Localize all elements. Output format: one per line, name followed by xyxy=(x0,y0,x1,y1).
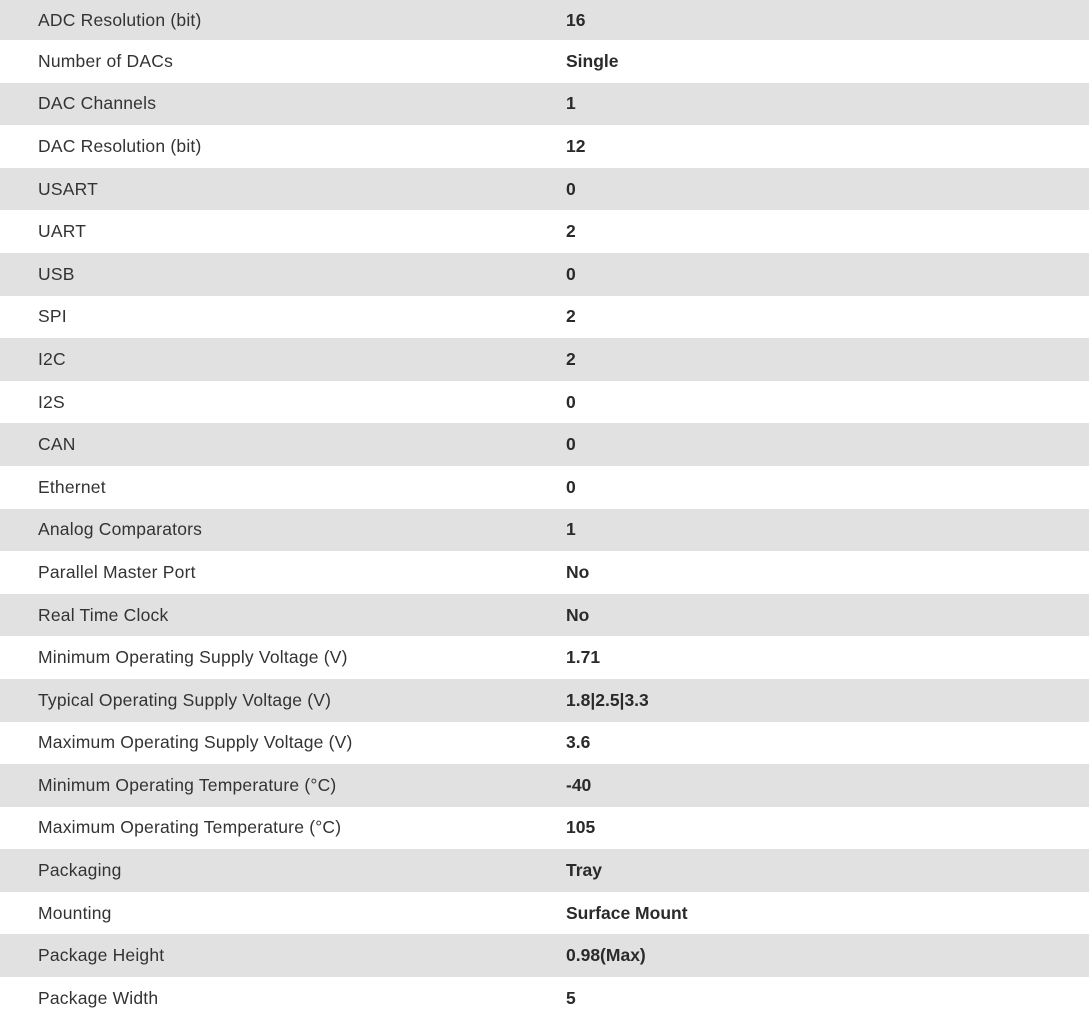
spec-label: Maximum Operating Supply Voltage (V) xyxy=(38,732,353,753)
spec-value: Single xyxy=(566,50,619,71)
spec-label: Real Time Clock xyxy=(38,604,169,625)
spec-label: Analog Comparators xyxy=(38,519,203,540)
spec-value: 105 xyxy=(566,817,596,838)
spec-row-uart xyxy=(0,210,1089,253)
spec-row-usart xyxy=(0,168,1089,211)
spec-value: 16 xyxy=(566,9,586,30)
spec-label: ADC Resolution (bit) xyxy=(38,9,202,30)
spec-row-usb xyxy=(0,253,1089,296)
spec-value: 0.98(Max) xyxy=(566,945,646,966)
spec-row-number-of-dacs xyxy=(0,40,1089,83)
spec-label: Package Width xyxy=(38,987,159,1008)
spec-label: USB xyxy=(38,263,75,284)
spec-value: No xyxy=(566,604,590,625)
spec-row-analog-comparators xyxy=(0,509,1089,552)
spec-row-real-time-clock xyxy=(0,594,1089,637)
spec-label: Parallel Master Port xyxy=(38,561,196,582)
spec-row-i2c xyxy=(0,338,1089,381)
spec-label: Maximum Operating Temperature (°C) xyxy=(38,817,342,838)
spec-value: 2 xyxy=(566,221,576,242)
spec-row-package-height xyxy=(0,934,1089,977)
spec-row-min-operating-temperature xyxy=(0,764,1089,807)
spec-value: 0 xyxy=(566,263,576,284)
spec-label: Minimum Operating Temperature (°C) xyxy=(38,774,337,795)
spec-value: 3.6 xyxy=(566,732,591,753)
spec-value: 1 xyxy=(566,93,576,114)
spec-row-typical-supply-voltage xyxy=(0,679,1089,722)
spec-row-spi xyxy=(0,296,1089,339)
spec-row-dac-resolution xyxy=(0,125,1089,168)
spec-label: Ethernet xyxy=(38,476,106,497)
spec-label: UART xyxy=(38,221,87,242)
spec-value: Tray xyxy=(566,860,602,881)
spec-label: Number of DACs xyxy=(38,50,174,71)
spec-row-can xyxy=(0,423,1089,466)
spec-row-i2s xyxy=(0,381,1089,424)
spec-row-dac-channels xyxy=(0,83,1089,126)
spec-row-ethernet xyxy=(0,466,1089,509)
spec-row-adc-resolution xyxy=(0,0,1089,40)
spec-value: 5 xyxy=(566,987,576,1008)
spec-value: 12 xyxy=(566,135,586,156)
spec-label: I2S xyxy=(38,391,65,412)
spec-value: 2 xyxy=(566,306,576,327)
spec-label: CAN xyxy=(38,434,76,455)
spec-row-max-supply-voltage xyxy=(0,722,1089,765)
spec-label: DAC Channels xyxy=(38,93,157,114)
spec-value: 0 xyxy=(566,434,576,455)
spec-row-packaging xyxy=(0,849,1089,892)
spec-label: USART xyxy=(38,178,98,199)
spec-label: Mounting xyxy=(38,902,112,923)
spec-value: 0 xyxy=(566,476,576,497)
spec-value: No xyxy=(566,561,590,582)
spec-value: 0 xyxy=(566,391,576,412)
spec-value: 1.71 xyxy=(566,647,601,668)
spec-label: DAC Resolution (bit) xyxy=(38,135,202,156)
spec-row-parallel-master-port xyxy=(0,551,1089,594)
spec-value: Surface Mount xyxy=(566,902,688,923)
spec-value: 1.8|2.5|3.3 xyxy=(566,689,649,710)
spec-label: Package Height xyxy=(38,945,165,966)
spec-label: SPI xyxy=(38,306,67,327)
spec-value: 0 xyxy=(566,178,576,199)
spec-row-mounting xyxy=(0,892,1089,935)
spec-value: -40 xyxy=(566,774,592,795)
spec-value: 1 xyxy=(566,519,576,540)
spec-label: I2C xyxy=(38,348,66,369)
spec-label: Minimum Operating Supply Voltage (V) xyxy=(38,647,348,668)
spec-label: Packaging xyxy=(38,860,122,881)
spec-row-package-width xyxy=(0,977,1089,1020)
spec-label: Typical Operating Supply Voltage (V) xyxy=(38,689,332,710)
spec-row-max-operating-temperature xyxy=(0,807,1089,850)
spec-value: 2 xyxy=(566,348,576,369)
spec-row-min-supply-voltage xyxy=(0,636,1089,679)
